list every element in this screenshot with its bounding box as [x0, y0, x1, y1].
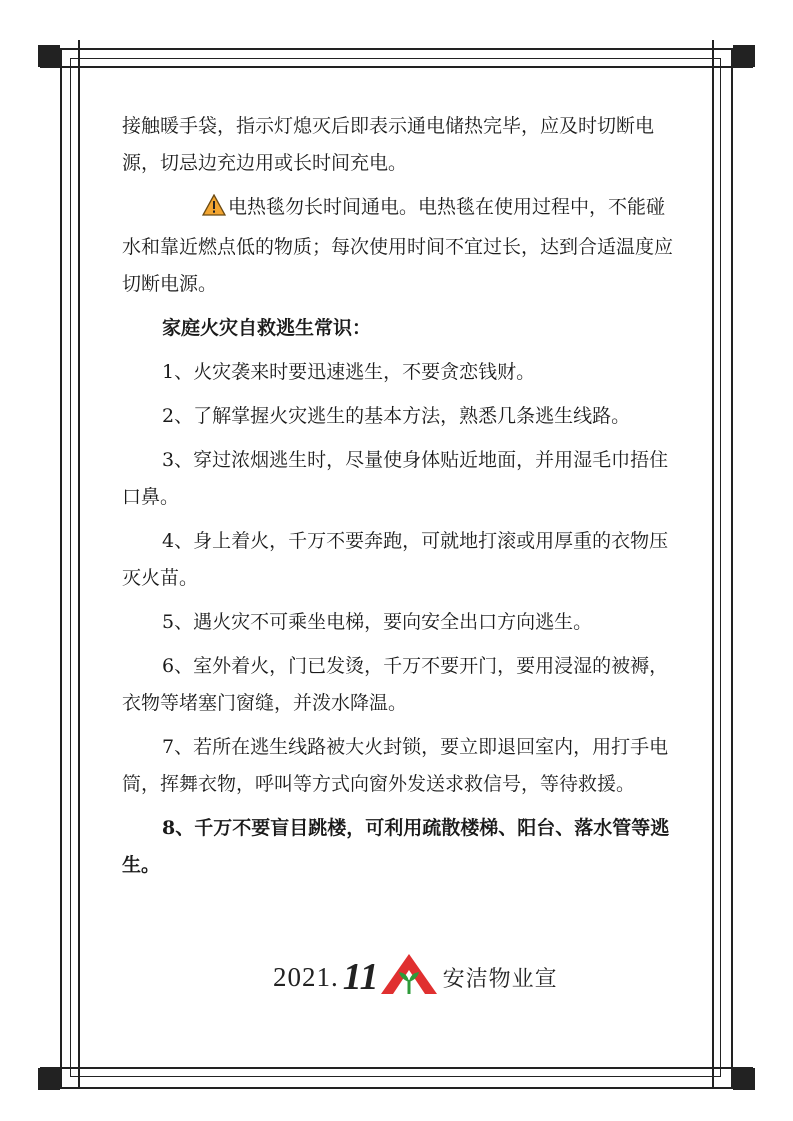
list-item: 2、了解掌握火灾逃生的基本方法，熟悉几条逃生线路。: [162, 405, 631, 427]
list-item: 7、若所在逃生线路被大火封锁，要立即退回室内，用打手电筒，挥舞衣物，呼叫等方式向窗外发送求救信号，等待救援。: [122, 736, 669, 795]
signature-date: 2021.: [273, 961, 339, 992]
corner-square-bottom-right: [733, 1068, 755, 1090]
document-body: [122, 108, 674, 891]
signature-org: 安洁物业宣: [442, 966, 558, 992]
list-item: 1、火灾袭来时要迅速逃生，不要贪恋钱财。: [162, 361, 536, 383]
paragraph-electric-blanket: [122, 189, 674, 303]
paragraph-electric-blanket-text: 电热毯勿长时间通电。电热毯在使用过程中，不能碰水和靠近燃点低的物质；每次使用时间不宜过长，达到合适温度应切断电源。: [122, 196, 674, 295]
list-item: 8、千万不要盲目跳楼，可利用疏散楼梯、阳台、落水管等逃生。: [122, 817, 670, 876]
border-extension-right: [712, 40, 714, 1088]
list-item: 6、室外着火，门已发烫，千万不要开门，要用浸湿的被褥，衣物等堵塞门窗缝，并泼水降温。: [122, 655, 669, 714]
list-item: 4、身上着火，千万不要奔跑，可就地打滚或用厚重的衣物压灭火苗。: [122, 530, 669, 589]
border-extension-top: [40, 66, 753, 68]
list-item: 5、遇火灾不可乘坐电梯，要向安全出口方向逃生。: [162, 611, 593, 633]
signature-month: 11: [342, 956, 379, 998]
corner-square-top-right: [733, 45, 755, 67]
list-item: 3、穿过浓烟逃生时，尽量使身体贴近地面，并用湿毛巾捂住口鼻。: [122, 449, 669, 508]
warning-triangle-icon: [162, 192, 226, 229]
corner-square-bottom-left: [38, 1068, 60, 1090]
section-heading: 家庭火灾自救逃生常识：: [162, 317, 372, 339]
corner-square-top-left: [38, 45, 60, 67]
signature-line: [273, 952, 558, 1002]
house-sprout-logo-icon: [379, 952, 439, 1003]
paragraph-continuation: 接触暖手袋，指示灯熄灭后即表示通电储热完毕，应及时切断电源，切忌边充边用或长时间充电。: [122, 115, 655, 174]
border-extension-bottom: [40, 1067, 753, 1069]
border-extension-left: [78, 40, 80, 1088]
